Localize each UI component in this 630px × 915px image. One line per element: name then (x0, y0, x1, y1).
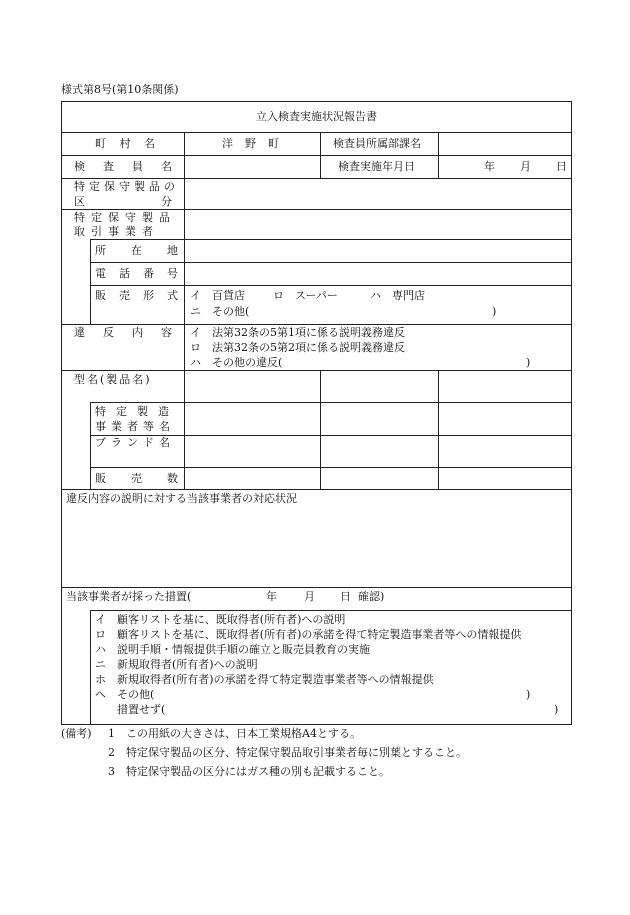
note-item: 3 特定保守製品の区分にはガス種の別も記載すること。 (108, 765, 390, 778)
measure-none-close: ) (554, 703, 559, 716)
measures-confirm: 確認) (358, 590, 385, 603)
sales-option-other-close: ) (492, 305, 497, 318)
measure-item: ハ 説明手順・情報提供手順の確立と販売員教育の実施 (95, 643, 370, 656)
sales-option-supermarket: ロ スーパー (273, 289, 338, 302)
measure-item: ホ 新規取得者(所有者)の承諾を得て特定製造事業者等への情報提供 (95, 673, 434, 686)
dealer-label-line2: 取引事業者 (74, 225, 159, 238)
category-label-line1: 特定保守製品の (74, 180, 179, 193)
violation-option-1: イ 法第32条の5第1項に係る説明義務違反 (190, 326, 405, 339)
year-label: 年 (484, 160, 495, 173)
measure-item: ニ 新規取得者(所有者)への説明 (95, 658, 258, 671)
maker-label-line2: 事業者等名 (95, 420, 175, 433)
category-label-line2: 区 分 (74, 195, 172, 208)
violation-option-other: ハ その他の違反( (190, 356, 283, 369)
maker-label-line1: 特定製造 (95, 405, 179, 418)
sales-form-label: 販 売 形 式 (95, 289, 178, 302)
sales-option-department-store: イ 百貨店 (190, 289, 245, 302)
notes-label: (備考) (61, 727, 92, 740)
violation-option-2: ロ 法第32条の5第2項に係る説明義務違反 (190, 341, 405, 354)
measures-day: 日 (340, 590, 351, 603)
note-item: 2 特定保守製品の区分、特定保守製品取引事業者毎に別葉とすること。 (108, 746, 467, 759)
measure-item: 措置せず( (95, 703, 166, 716)
phone-label: 電 話 番 号 (95, 267, 178, 280)
measure-item: ヘ その他( (95, 688, 155, 701)
measures-month: 月 (304, 590, 315, 603)
measures-year: 年 (266, 590, 277, 603)
month-label: 月 (520, 160, 531, 173)
sales-option-other: ニ その他( (190, 305, 250, 318)
inspector-dept-label: 検査員所属部課名 (333, 137, 421, 150)
address-label: 所 在 地 (95, 244, 178, 257)
note-item: 1 この用紙の大きさは、日本工業規格A4とする。 (108, 727, 361, 740)
violation-label: 違 反 内 容 (74, 326, 172, 339)
report-title: 立入検査実施状況報告書 (256, 110, 377, 123)
measures-label: 当該事業者が採った措置( (66, 590, 192, 603)
inspector-name-label: 検 査 員 名 (74, 160, 172, 173)
violation-other-close: ) (526, 356, 531, 369)
sales-option-specialty-store: ハ 専門店 (370, 289, 425, 302)
response-label: 違反内容の説明に対する当該事業者の対応状況 (66, 492, 297, 505)
measure-item: ロ 顧客リストを基に、既取得者(所有者)の承諾を得て特定製造事業者等への情報提供 (95, 628, 522, 641)
town-value: 洋野町 (222, 137, 291, 150)
measure-other-close: ) (526, 688, 531, 701)
day-label: 日 (556, 160, 567, 173)
model-label: 型名(製品名) (74, 373, 152, 386)
dealer-label-line1: 特定保守製品 (74, 211, 176, 224)
brand-label: ブランド名 (95, 436, 175, 449)
measure-item: イ 顧客リストを基に、既取得者(所有者)への説明 (95, 613, 346, 626)
form-number: 様式第8号(第10条関係) (61, 83, 179, 96)
sales-count-label: 販 売 数 (95, 472, 178, 485)
town-label: 町 村 名 (95, 137, 155, 150)
inspection-date-label: 検査実施年月日 (338, 160, 415, 173)
